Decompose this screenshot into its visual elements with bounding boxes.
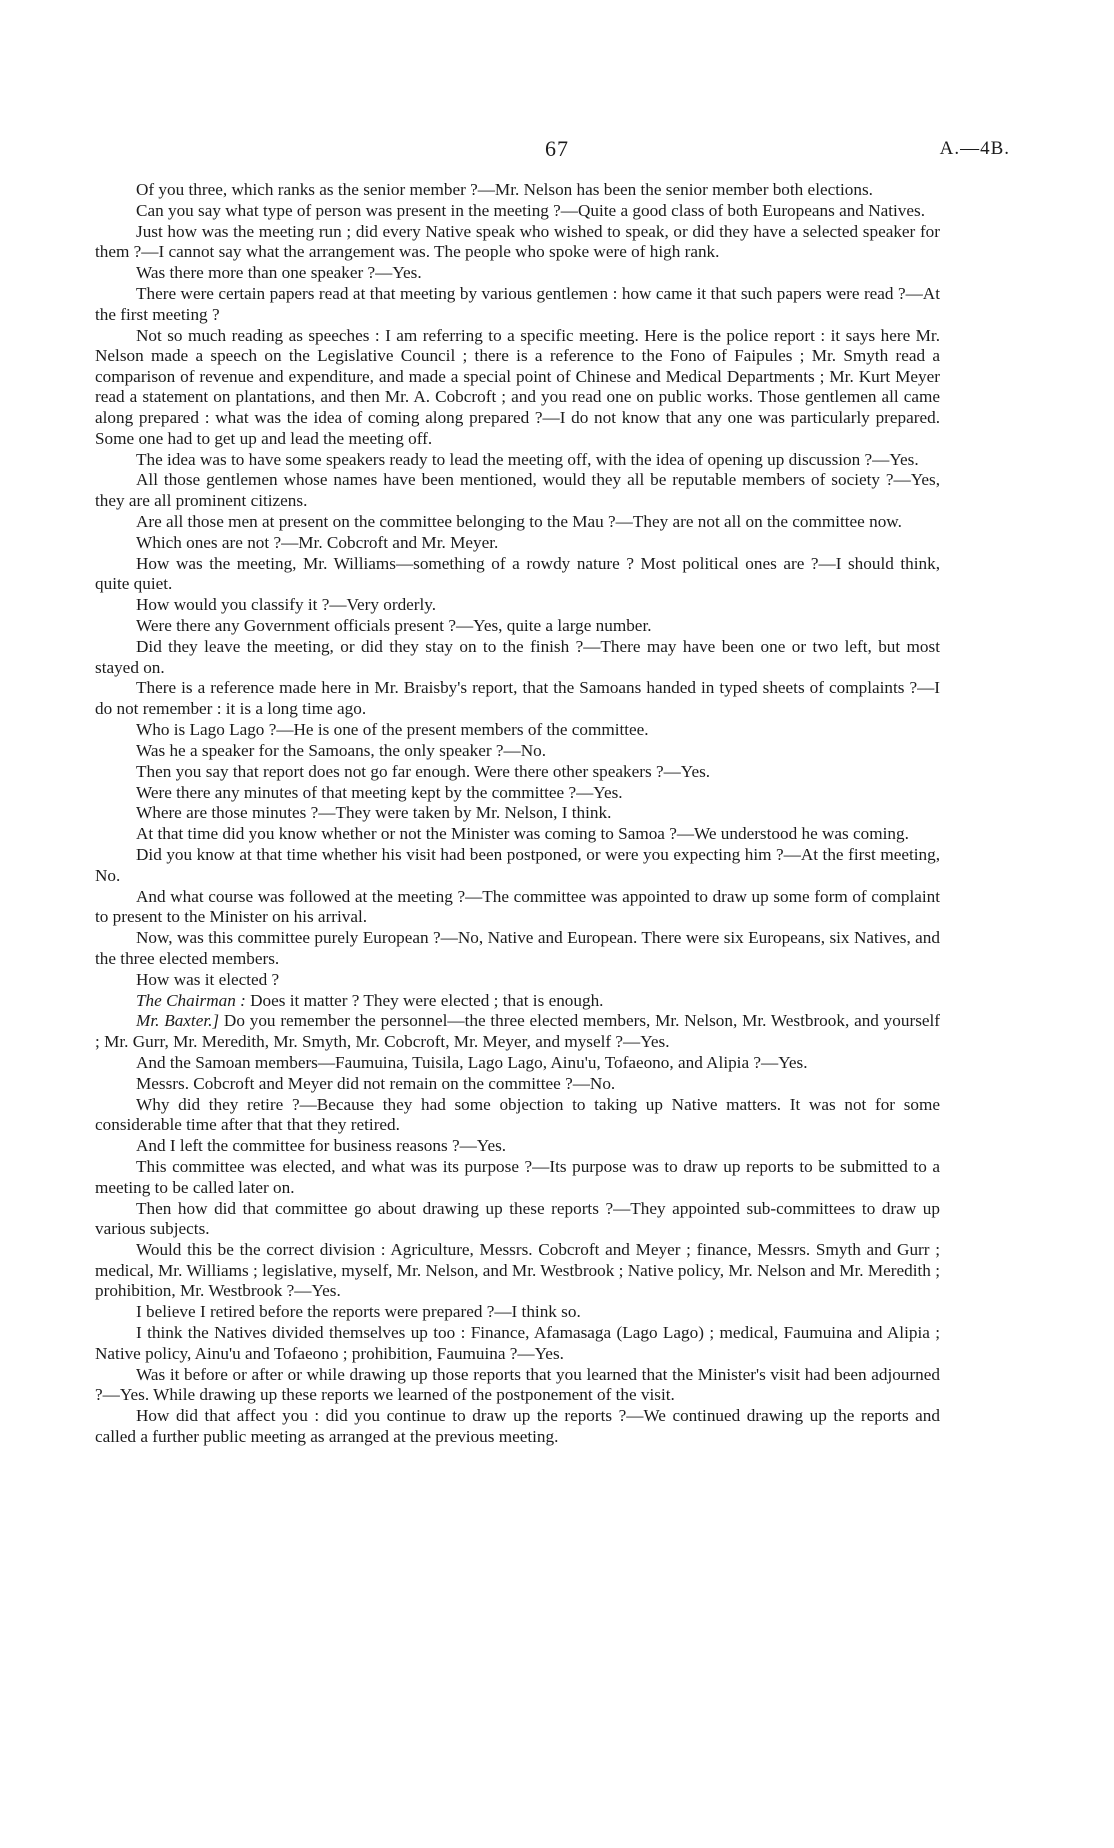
paragraph-text: Of you three, which ranks as the senior member ?—Mr. Nelson has been the senior member both elections.	[136, 180, 873, 199]
paragraph-text: And what course was followed at the meeting ?—The committee was appointed to draw up some form of complaint to present to the Minister on his arrival.	[95, 886, 940, 927]
paragraph	[95, 1136, 940, 1157]
paragraph-text: Was he a speaker for the Samoans, the only speaker ?—No.	[136, 740, 547, 760]
paragraph-text: Would this be the correct division : Agriculture, Messrs. Cobcroft and Meyer ; finance, Messrs. Smyth and Gurr ; medical, Mr. Williams ; legislative, myself, Mr. Nelson, and Mr. Westbrook ; Native policy, Mr. Nelson and Mr. Meredith ; prohibition, Mr. Westbrook ?—Yes.	[95, 1240, 940, 1301]
paragraph-text: How would you classify it ?—Very orderly.	[136, 595, 437, 615]
paragraph	[95, 284, 940, 325]
paragraph	[95, 803, 940, 824]
paragraph	[95, 1199, 940, 1240]
paragraph	[95, 1095, 940, 1136]
paragraph	[95, 824, 940, 845]
document-reference: A.—4B.	[939, 138, 1010, 159]
paragraph-text: Were there any Government officials present ?—Yes, quite a large number.	[136, 616, 652, 636]
paragraph	[95, 845, 940, 886]
paragraph-text: There were certain papers read at that meeting by various gentlemen : how came it that such papers were read ?—At the first meeting ?	[95, 284, 940, 324]
paragraph	[95, 928, 940, 969]
paragraph	[95, 991, 940, 1012]
paragraph	[95, 637, 940, 678]
paragraph-text: And I left the committee for business reasons ?—Yes.	[136, 1136, 507, 1156]
paragraph	[95, 1323, 940, 1364]
paragraph	[95, 595, 940, 616]
paragraph	[95, 554, 940, 595]
paragraph	[95, 720, 940, 741]
paragraph	[95, 783, 940, 804]
paragraph-text: There is a reference made here in Mr. Braisby's report, that the Samoans handed in typed sheets of complaints ?—I do not remember : it is a long time ago.	[95, 678, 940, 718]
paragraph-text: Were there any minutes of that meeting kept by the committee ?—Yes.	[136, 782, 623, 802]
paragraph-text: And the Samoan members—Faumuina, Tuisila, Lago Lago, Ainu'u, Tofaeono, and Alipia ?—Yes.	[136, 1052, 808, 1072]
body-text	[95, 180, 940, 1447]
paragraph-text: Did they leave the meeting, or did they stay on to the finish ?—There may have been one or two left, but most stayed on.	[95, 636, 940, 677]
paragraph-text: Can you say what type of person was present in the meeting ?—Quite a good class of both Europeans and Natives.	[136, 200, 925, 220]
paragraph	[95, 1074, 940, 1095]
paragraph-text: Not so much reading as speeches : I am referring to a specific meeting. Here is the police report : it says here Mr. Nelson made a speech on the Legislative Council ; there is a reference to the Fono of Faipules ; Mr. Smyth read a comparison of revenue and expenditure, and made a special point of Chinese and Medical Departments ; Mr. Kurt Meyer read a statement on plantations, and then Mr. A. Cobcroft ; and you read one on public works. Those gentlemen all came along prepared : what was the idea of coming along prepared ?—I do not know that any one was particularly prepared. Some one had to get up and lead the meeting off.	[95, 325, 940, 448]
paragraph-text: Why did they retire ?—Because they had some objection to taking up Native matters. It was not for some considerable time after that that they retired.	[95, 1094, 940, 1135]
paragraph-text: Just how was the meeting run ; did every Native speak who wished to speak, or did they have a selected speaker for them ?—I cannot say what the arrangement was. The people who spoke were of high rank.	[95, 221, 940, 262]
paragraph-text: How was the meeting, Mr. Williams—something of a rowdy nature ? Most political ones are ?—I should think, quite quiet.	[95, 553, 940, 594]
paragraph	[95, 1011, 940, 1052]
paragraph-text: Does it matter ? They were elected ; that is enough.	[250, 990, 604, 1010]
paragraph-text: Where are those minutes ?—They were taken by Mr. Nelson, I think.	[136, 803, 612, 823]
paragraph	[95, 1365, 940, 1406]
paragraph-text: Then you say that report does not go far enough. Were there other speakers ?—Yes.	[136, 761, 711, 781]
paragraph-text: I think the Natives divided themselves up too : Finance, Afamasaga (Lago Lago) ; medical, Faumuina and Alipia ; Native policy, Ainu'u and Tofaeono ; prohibition, Faumuina ?—Yes.	[95, 1323, 940, 1363]
paragraph	[95, 1302, 940, 1323]
paragraph	[95, 762, 940, 783]
paragraph-text: This committee was elected, and what was its purpose ?—Its purpose was to draw up reports to be submitted to a meeting to be called later on.	[95, 1157, 940, 1197]
paragraph	[95, 678, 940, 719]
paragraph	[95, 222, 940, 263]
paragraph-text: Now, was this committee purely European ?—No, Native and European. There were six Europeans, six Natives, and the three elected members.	[95, 928, 940, 968]
page-number: 67	[545, 136, 569, 161]
paragraph-text: Then how did that committee go about drawing up these reports ?—They appointed sub-committees to draw up various subjects.	[95, 1198, 940, 1239]
paragraph-text: The idea was to have some speakers ready to lead the meeting off, with the idea of opening up discussion ?—Yes.	[136, 449, 919, 469]
paragraph-text: Was it before or after or while drawing up those reports that you learned that the Minister's visit had been adjourned ?—Yes. While drawing up these reports we learned of the postponement of the visit.	[95, 1364, 940, 1405]
paragraph-text: Did you know at that time whether his visit had been postponed, or were you expecting him ?—At the first meeting, No.	[95, 845, 940, 885]
paragraph-text: Which ones are not ?—Mr. Cobcroft and Mr. Meyer.	[136, 532, 499, 552]
paragraph-text: I believe I retired before the reports were prepared ?—I think so.	[136, 1302, 581, 1322]
paragraph	[95, 1240, 940, 1302]
paragraph	[95, 450, 940, 471]
paragraph	[95, 201, 940, 222]
paragraph-text: At that time did you know whether or not the Minister was coming to Samoa ?—We understood he was coming.	[136, 824, 909, 844]
paragraph	[95, 180, 940, 201]
paragraph	[95, 616, 940, 637]
paragraph	[95, 1157, 940, 1198]
paragraph	[95, 970, 940, 991]
paragraph	[95, 512, 940, 533]
paragraph	[95, 1406, 940, 1447]
paragraph	[95, 263, 940, 284]
paragraph-text: Was there more than one speaker ?—Yes.	[136, 263, 422, 283]
paragraph	[95, 887, 940, 928]
paragraph-text: Are all those men at present on the committee belonging to the Mau ?—They are not all on the committee now.	[136, 511, 902, 531]
paragraph-text: Who is Lago Lago ?—He is one of the present members of the committee.	[136, 719, 649, 739]
paragraph-text: How did that affect you : did you continue to draw up the reports ?—We continued drawing up the reports and called a further public meeting as arranged at the previous meeting.	[95, 1406, 940, 1446]
speaker-label: The Chairman :	[136, 990, 246, 1010]
paragraph-text: Messrs. Cobcroft and Meyer did not remain on the committee ?—No.	[136, 1073, 616, 1093]
paragraph	[95, 533, 940, 554]
paragraph	[95, 1053, 940, 1074]
paragraph	[95, 326, 940, 450]
paragraph-text: All those gentlemen whose names have been mentioned, would they all be reputable members of society ?—Yes, they are all prominent citizens.	[95, 470, 940, 510]
speaker-label: Mr. Baxter.]	[136, 1011, 220, 1031]
paragraph-text: Do you remember the personnel—the three elected members, Mr. Nelson, Mr. Westbrook, and yourself ; Mr. Gurr, Mr. Meredith, Mr. Smyth, Mr. Cobcroft, Mr. Meyer, and myself ?—Yes.	[95, 1011, 941, 1052]
paragraph-text: How was it elected ?	[136, 969, 280, 989]
paragraph	[95, 741, 940, 762]
paragraph	[95, 470, 940, 511]
